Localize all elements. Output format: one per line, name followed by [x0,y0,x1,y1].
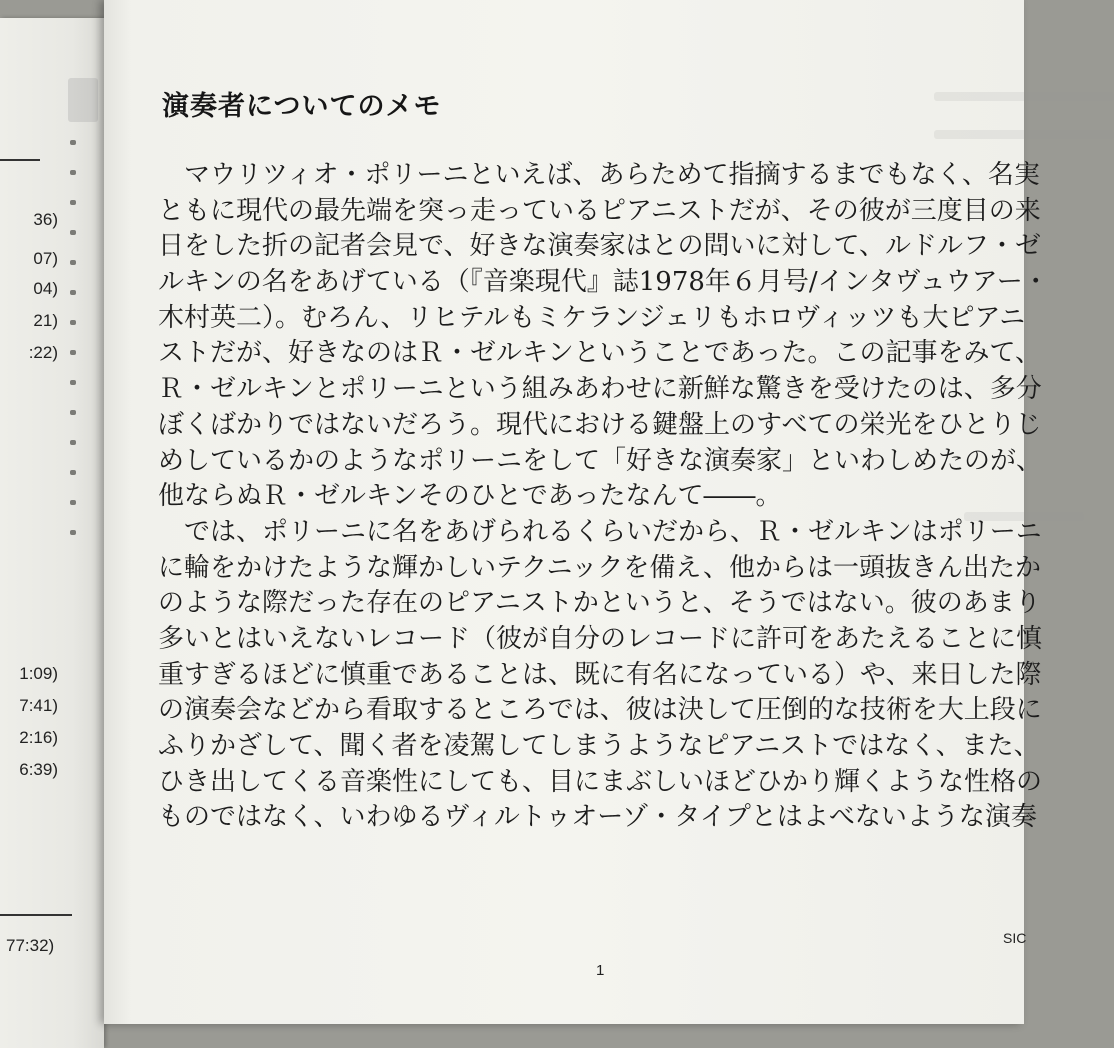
body-line: の演奏会などから看取するところでは、彼は決して圧倒的な技術を大上段に [158,695,1042,726]
body-line: ともに現代の最先端を突っ走っているピアニストだが、その彼が三度目の来 [158,195,1041,226]
body-line: では、ポリーニに名をあげられるくらいだから、Ｒ・ゼルキンはポリーニ [158,516,1042,547]
show-through-text [934,130,1114,139]
body-line: ルキンの名をあげている（『音楽現代』誌1978年６月号/インタヴュウアー・ [158,267,1049,298]
body-line: Ｒ・ゼルキンとポリーニという組みあわせに新鮮な驚きを受けたのは、多分 [158,374,1042,405]
left-page-rule-bottom [0,914,72,916]
stitch-mark [70,290,76,295]
stitch-mark [70,350,76,355]
left-page-track-time: 2:16) [19,728,58,747]
article-body [158,158,1049,836]
stitch-mark [70,530,76,535]
stitch-mark [70,410,76,415]
left-page-track-time: 07) [33,249,58,268]
page-number: 1 [596,962,605,979]
body-line: ひき出してくる音楽性にしても、目にまぶしいほどひかり輝くような性格の [158,766,1043,797]
left-page-rule-top [0,159,40,161]
left-page-ghost-glyph [68,78,98,122]
body-line: ストだが、好きなのはＲ・ゼルキンということであった。この記事をみて、 [158,338,1041,369]
left-page-total-time: 77:32) [6,936,55,955]
body-line: に輪をかけたような輝かしいテクニックを備え、他からは一頭抜きん出たか [158,552,1041,583]
left-page-track-time: 04) [33,279,58,298]
binding-stitches [70,140,78,560]
body-line: めしているかのようなポリーニをして「好きな演奏家」といわしめたのが、 [158,445,1043,476]
body-line: 木村英二）。むろん、リヒテルもミケランジェリもホロヴィッツも大ピアニ [158,302,1026,333]
body-line: のような際だった存在のピアニストかというと、そうではない。彼のあまり [158,588,1041,619]
stitch-mark [70,380,76,385]
stitch-mark [70,440,76,445]
stitch-mark [70,230,76,235]
body-line: マウリツィオ・ポリーニといえば、あらためて指摘するまでもなく、名実 [158,160,1040,190]
body-line: ふりかざして、聞く者を凌駕してしまうようなピアニストではなく、また、 [158,731,1040,761]
stitch-mark [70,200,76,205]
body-line: 他ならぬＲ・ゼルキンそのひとであったなんて――。 [158,481,782,512]
stitch-mark [70,500,76,505]
body-line: 多いとはいえないレコード（彼が自分のレコードに許可をあたえることに慎 [158,623,1043,654]
stitch-mark [70,260,76,265]
stitch-mark [70,140,76,145]
show-through-text [934,92,1114,101]
article-heading: 演奏者についてのメモ [162,91,442,122]
left-page-track-time: :22) [28,343,58,362]
left-page [0,18,104,1048]
left-page-track-time: 7:41) [19,696,58,715]
left-page-track-time: 6:39) [19,760,58,779]
body-line: ものではなく、いわゆるヴィルトゥオーゾ・タイプとはよべないような演奏 [158,802,1037,833]
left-page-track-time: 21) [33,311,58,330]
stitch-mark [70,320,76,325]
body-line: ぼくばかりではないだろう。現代における鍵盤上のすべての栄光をひとりじ [158,409,1042,440]
body-line: 日をした折の記者会見で、好きな演奏家はとの問いに対して、ルドルフ・ゼ [158,231,1041,262]
left-page-track-time: 36) [33,210,58,229]
stitch-mark [70,170,76,175]
page-corner-label: SIC [1003,930,1027,946]
body-line: 重すぎるほどに慎重であることは、既に有名になっている）や、来日した際 [158,659,1042,690]
stitch-mark [70,470,76,475]
left-page-track-time: 1:09) [19,664,58,683]
